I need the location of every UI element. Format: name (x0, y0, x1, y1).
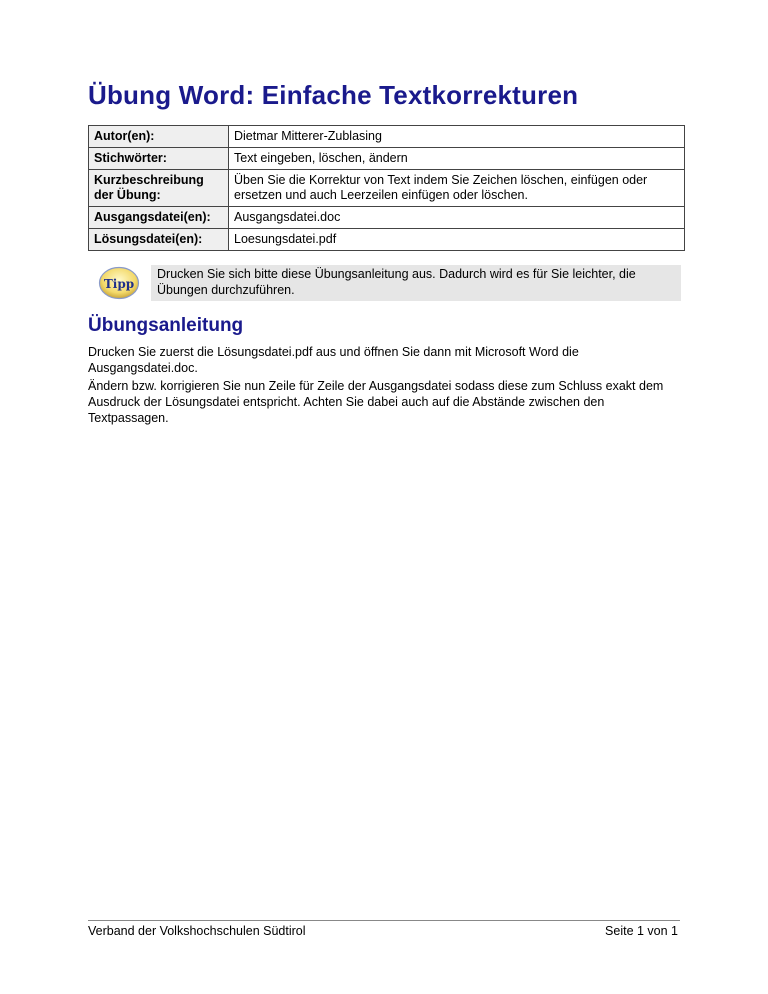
metadata-table (88, 125, 685, 251)
document-title: Übung Word: Einfache Textkorrekturen (88, 80, 579, 110)
instruction-paragraph: Drucken Sie zuerst die Lösungsdatei.pdf aus und öffnen Sie dann mit Microsoft Word die Ausgangsdatei.doc. (88, 345, 579, 375)
tip-badge-icon (98, 266, 140, 300)
source-file-label: Ausgangsdatei(en): (89, 207, 229, 229)
keywords-value: Text eingeben, löschen, ändern (229, 148, 685, 170)
keywords-label: Stichwörter: (89, 148, 229, 170)
footer-divider (88, 920, 680, 921)
tip-icon-label: Tipp (103, 277, 135, 291)
table-row (89, 207, 685, 229)
description-value: Üben Sie die Korrektur von Text indem Sie Zeichen löschen, einfügen oder ersetzen und auch Leerzeilen einfügen oder löschen. (229, 170, 685, 207)
solution-file-value: Loesungsdatei.pdf (229, 229, 685, 251)
table-row (89, 170, 685, 207)
source-file-value: Ausgangsdatei.doc (229, 207, 685, 229)
section-heading: Übungsanleitung (88, 315, 244, 336)
table-row (89, 229, 685, 251)
instruction-paragraph: Ändern bzw. korrigieren Sie nun Zeile für Zeile der Ausgangsdatei sodass diese zum Schluss exakt dem Ausdruck der Lösungsdatei entspricht. Achten Sie dabei auch auf die Abstände zwischen den Textpassagen. (88, 379, 664, 425)
table-row (89, 126, 685, 148)
author-value: Dietmar Mitterer-Zublasing (229, 126, 685, 148)
footer-page-number: Seite 1 von 1 (605, 924, 678, 938)
author-label: Autor(en): (89, 126, 229, 148)
footer-organization: Verband der Volkshochschulen Südtirol (88, 924, 306, 938)
description-label: Kurzbeschreibung der Übung: (89, 170, 229, 207)
solution-file-label: Lösungsdatei(en): (89, 229, 229, 251)
table-row (89, 148, 685, 170)
tip-box (151, 265, 681, 301)
tip-text: Drucken Sie sich bitte diese Übungsanleitung aus. Dadurch wird es für Sie leichter, die Übungen durchzuführen. (157, 267, 636, 297)
